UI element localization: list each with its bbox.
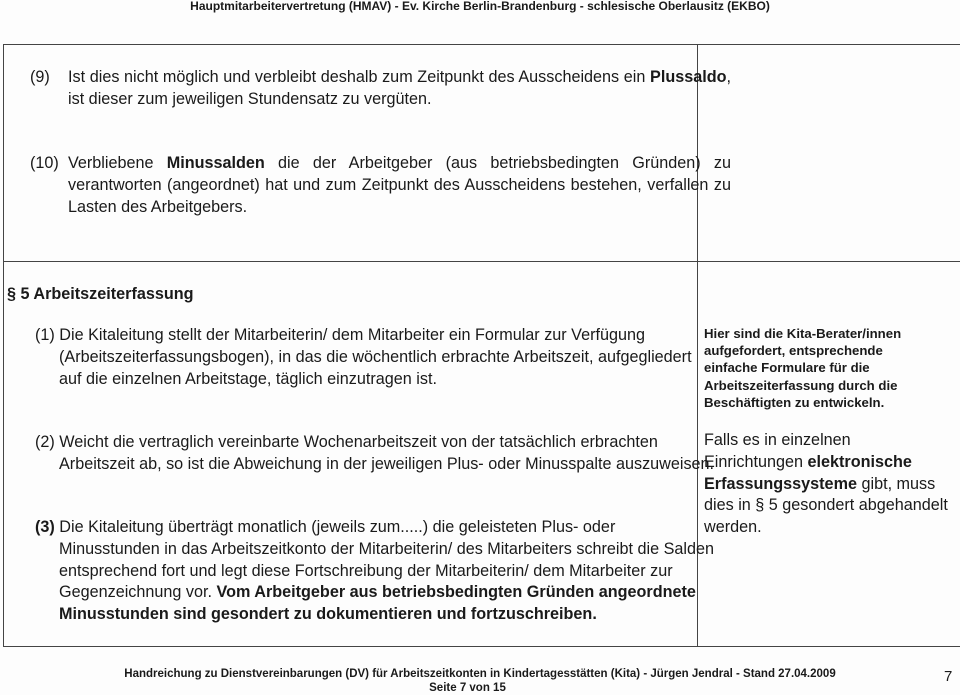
table-top-border [3,44,960,45]
paragraph-9-text-b: , ist dieser zum jeweiligen Stundensatz zu vergüten. [68,68,731,108]
paragraph-10 [30,153,731,218]
paragraph-3-bold: Vom Arbeitgeber aus betriebsbedingten Gründen angeordnete Minusstunden sind gesondert zu dokumentieren und fortzuschreiben. [59,583,696,624]
paragraph-3-text: Die Kitaleitung überträgt monatlich (jeweils zum.....) die geleisteten Plus- oder Minusstunden in das Arbeitszeitkonto der Mitarbeiterin/ des Mitarbeiters schreibt die Salden entsprechend fort und legt diese Fortschreibung der Mitarbeiterin/ dem Mitarbeiter zur Gegenzeichnung vor. [54,518,715,602]
table-left-border [3,44,4,647]
section-5-paragraph-3 [35,517,717,626]
note-2-bold: elektronische Erfassungssysteme [704,452,912,493]
table-row-divider [3,261,960,262]
paragraph-10-number: (10) [30,154,59,172]
note-2-text-a: Falls es in einzelnen Einrichtungen [704,431,851,471]
footer-document-title: Handreichung zu Dienstvereinbarungen (DV) für Arbeitszeitkonten in Kindertagesstätten (Kita) - Jürgen Jendral - Stand 27.04.2009 [124,668,836,680]
paragraph-10-text-a: Verbliebene [68,154,167,172]
section-5-paragraph-1: (1) Die Kitaleitung stellt der Mitarbeiterin/ dem Mitarbeiter ein Formular zur Verfügung (Arbeitszeiterfassungsbogen), in das die wöchentlich erbrachte Arbeitszeit, aufgegliedert auf die einzelnen Arbeitstage, täglich einzutragen ist. [35,326,692,388]
page-header: Hauptmitarbeitervertretung (HMAV) - Ev. Kirche Berlin-Brandenburg - schlesische Oberlausitz (EKBO) [190,0,770,13]
paragraph-9-text-a: Ist dies nicht möglich und verbleibt deshalb zum Zeitpunkt des Ausscheidens ein [68,68,651,86]
page-number: 7 [944,668,953,685]
note-kita-berater: Hier sind die Kita-Berater/innen aufgefordert, entsprechende einfache Formulare für die Arbeitszeiterfassung durch die Beschäftigten zu entwickeln. [704,326,902,410]
section-title: § 5 Arbeitszeiterfassung [7,285,194,303]
section-5-paragraph-2: (2) Weicht die vertraglich vereinbarte Wochenarbeitszeit von der tatsächlich erbrachten Arbeitszeit ab, so ist die Abweichung in der jeweiligen Plus- oder Minusspalte auszuweisen. [35,433,715,473]
paragraph-10-bold: Minussalden [166,154,265,172]
paragraph-10-text-b: die der Arbeitgeber (aus betriebsbedingten Gründen) zu verantworten (angeordnet) hat und zum Zeitpunkt des Ausscheidens bestehen, verfallen zu Lasten des Arbeitgebers. [68,154,731,216]
note-2-text-b: gibt, muss dies in § 5 gesondert abgehandelt werden. [704,474,948,537]
paragraph-9 [30,67,731,111]
note-electronic-systems [704,430,949,539]
footer-page-info: Seite 7 von 15 [429,682,506,694]
paragraph-9-bold: Plussaldo [650,68,727,86]
paragraph-9-number: (9) [30,68,50,86]
table-bottom-border [3,646,960,647]
paragraph-3-number: (3) [35,518,55,536]
